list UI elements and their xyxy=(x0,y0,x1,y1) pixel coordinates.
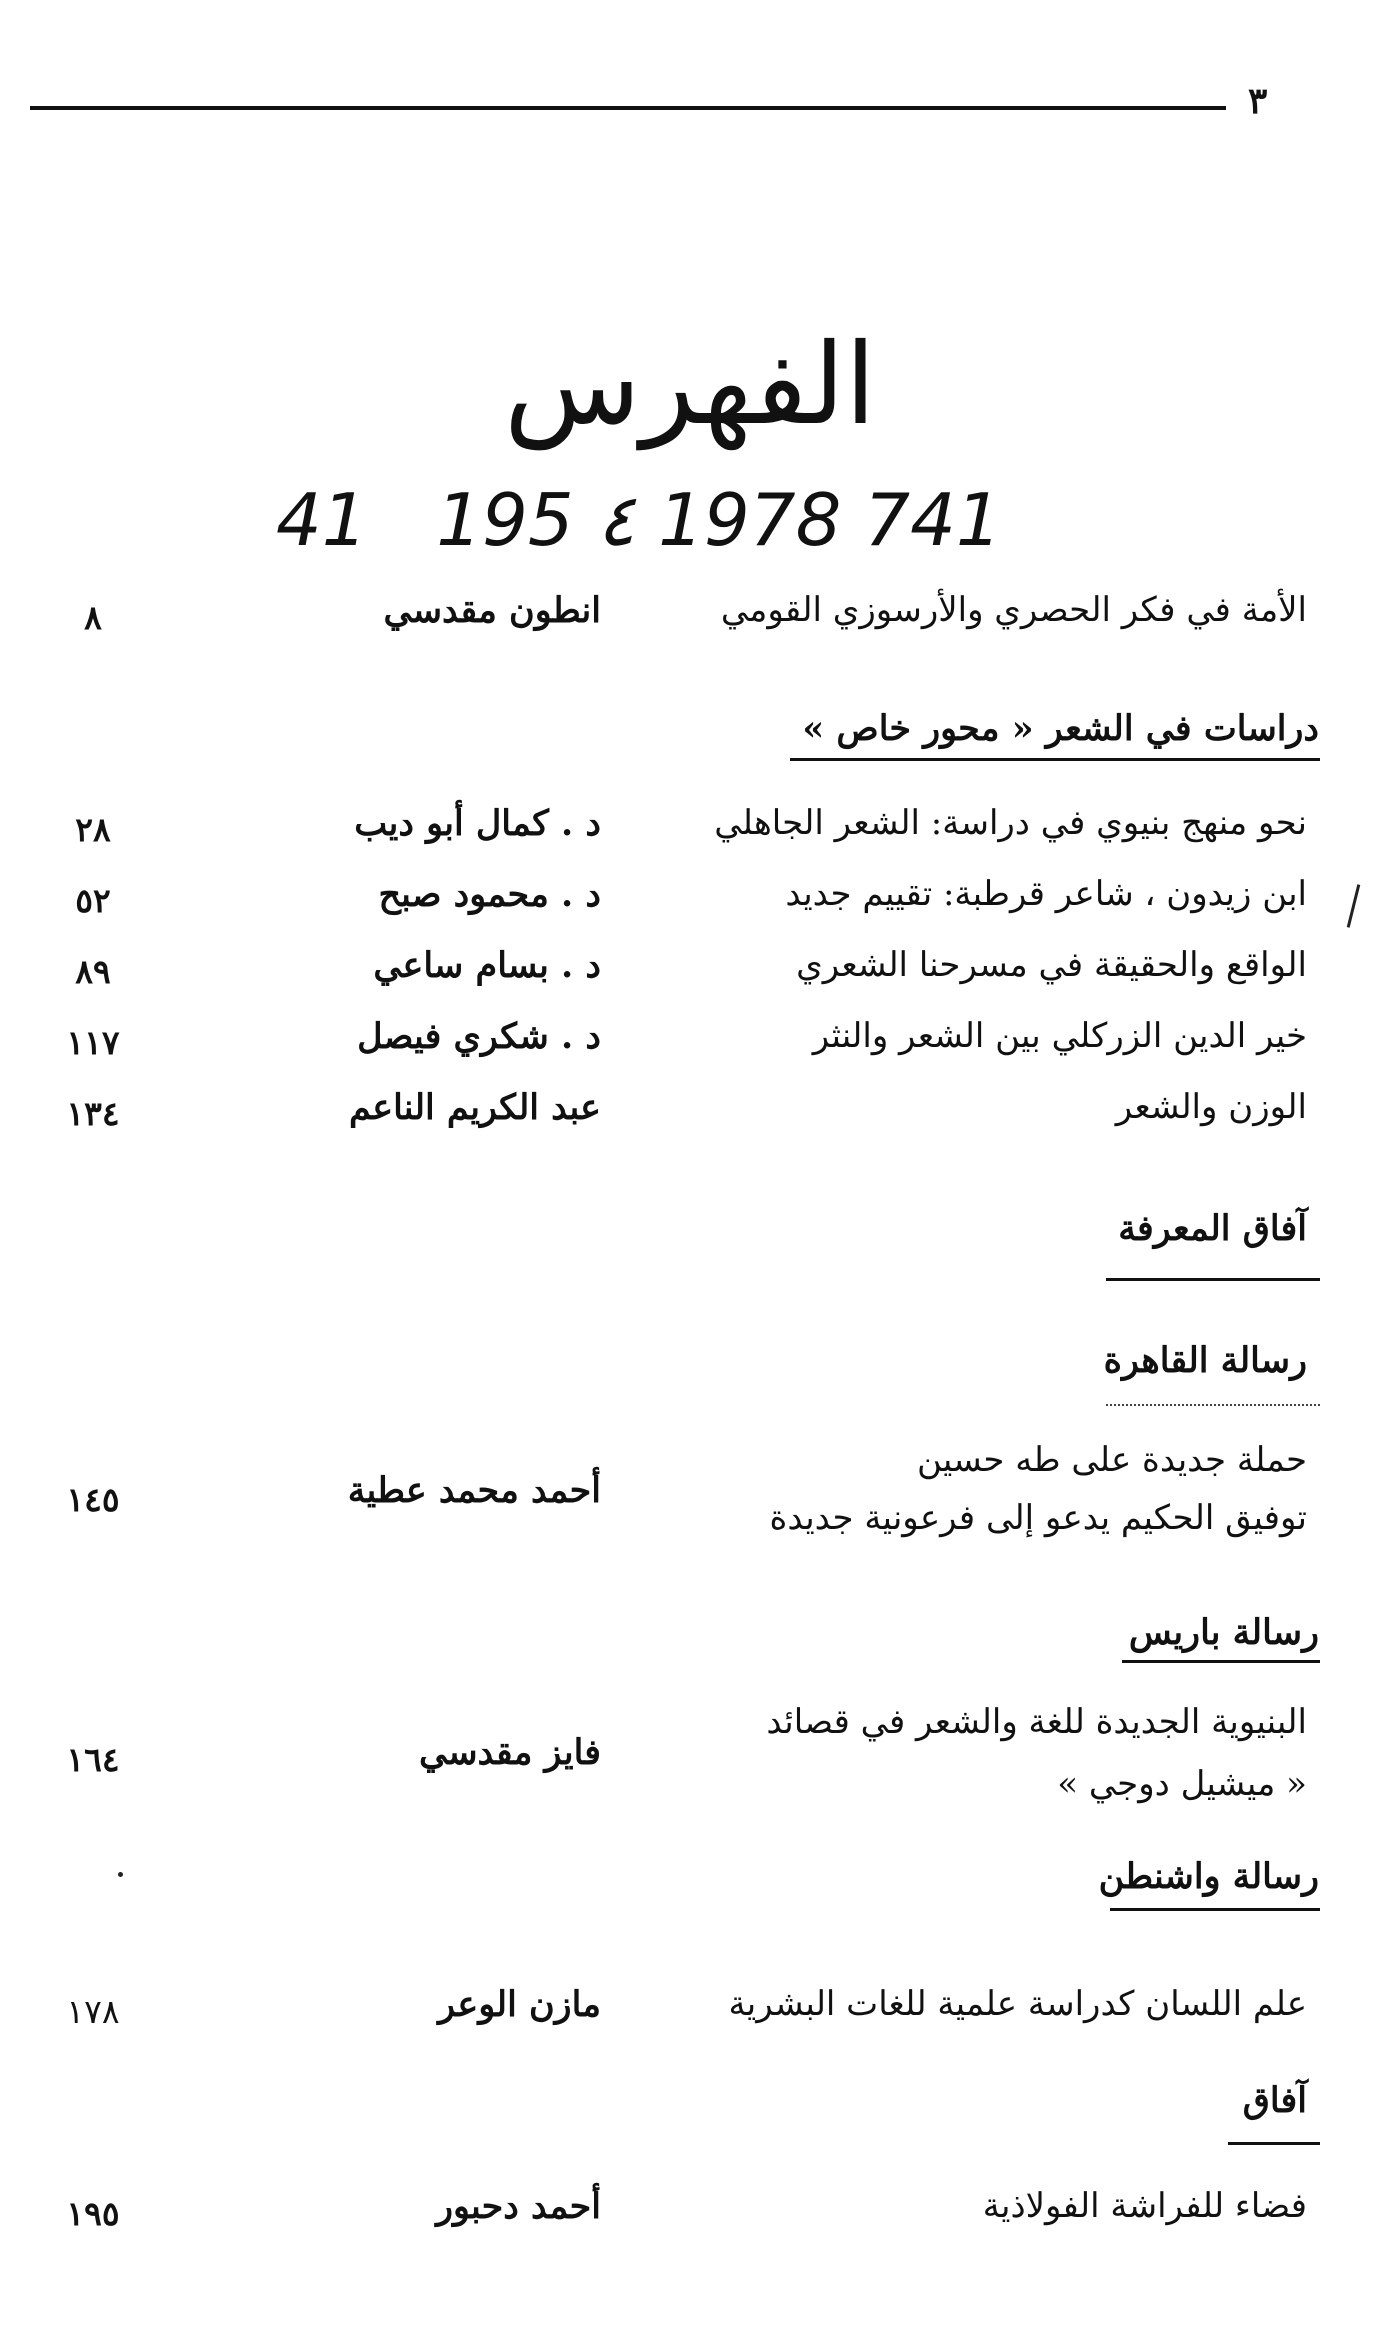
entry-page: ٥٢ xyxy=(75,881,111,920)
section-heading: آفاق المعرفة xyxy=(1118,1208,1307,1249)
entry-title-line: توفيق الحكيم يدعو إلى فرعونية جديدة xyxy=(769,1498,1307,1538)
entry-title: خير الدين الزركلي بين الشعر والنثر xyxy=(812,1016,1307,1056)
entry-author: د . شكري فيصل xyxy=(357,1016,601,1057)
section-underline xyxy=(790,758,1320,761)
entry-title: فضاء للفراشة الفولاذية xyxy=(982,2186,1307,2226)
section-underline xyxy=(1110,1908,1320,1911)
section-underline xyxy=(1122,1660,1320,1663)
margin-mark xyxy=(1347,884,1361,927)
entry-title: الأمة في فكر الحصري والأرسوزي القومي xyxy=(720,590,1307,630)
entry-author: د . كمال أبو ديب xyxy=(354,803,601,844)
section-underline xyxy=(1106,1278,1320,1281)
entry-page: ١٤٥ xyxy=(66,1480,120,1519)
page-number: ٣ xyxy=(1248,80,1268,122)
entry-author: مازن الوعر xyxy=(438,1984,601,2025)
section-heading: آفاق xyxy=(1242,2080,1307,2121)
entry-title-line: « ميشيل دوجي » xyxy=(1057,1764,1307,1804)
entry-title: ابن زيدون ، شاعر قرطبة: تقييم جديد xyxy=(785,874,1307,914)
entry-page: ١٦٤ xyxy=(66,1740,120,1779)
entry-author: أحمد دحبور xyxy=(436,2186,601,2227)
entry-page: ١٣٤ xyxy=(66,1094,120,1133)
handwritten-note: 41 195 ٤ 1978 741 xyxy=(276,478,1002,562)
entry-author: د . بسام ساعي xyxy=(373,945,601,986)
section-heading: رسالة باريس xyxy=(1128,1612,1319,1653)
entry-title-line: حملة جديدة على طه حسين xyxy=(916,1440,1307,1480)
entry-page: ١٩٥ xyxy=(66,2194,120,2233)
entry-page: ٢٨ xyxy=(75,810,111,849)
header-rule xyxy=(30,106,1226,110)
entry-author: أحمد محمد عطية xyxy=(347,1470,601,1511)
stray-dot xyxy=(118,1872,123,1877)
entry-page: ١١٧ xyxy=(66,1023,120,1062)
entry-author: فايز مقدسي xyxy=(419,1732,601,1773)
page-title: الفهرس xyxy=(503,320,877,450)
entry-author: عبد الكريم الناعم xyxy=(348,1087,601,1128)
entry-author: انطون مقدسي xyxy=(383,590,601,631)
entry-page: ١٧٨ xyxy=(66,1992,120,2031)
entry-title: علم اللسان كدراسة علمية للغات البشرية xyxy=(728,1984,1307,2024)
section-underline xyxy=(1228,2142,1320,2145)
entry-page: ٨ xyxy=(84,598,102,637)
section-heading: رسالة القاهرة xyxy=(1103,1340,1307,1381)
entry-page: ٨٩ xyxy=(75,952,111,991)
entry-title-line: البنيوية الجديدة للغة والشعر في قصائد xyxy=(766,1702,1307,1742)
entry-title: نحو منهج بنيوي في دراسة: الشعر الجاهلي xyxy=(714,803,1307,843)
entry-title: الواقع والحقيقة في مسرحنا الشعري xyxy=(796,945,1307,985)
section-heading: رسالة واشنطن xyxy=(1098,1856,1319,1897)
section-underline xyxy=(1106,1404,1320,1406)
entry-title: الوزن والشعر xyxy=(1115,1087,1307,1127)
entry-author: د . محمود صبح xyxy=(378,874,601,915)
section-heading: دراسات في الشعر « محور خاص » xyxy=(802,708,1319,749)
